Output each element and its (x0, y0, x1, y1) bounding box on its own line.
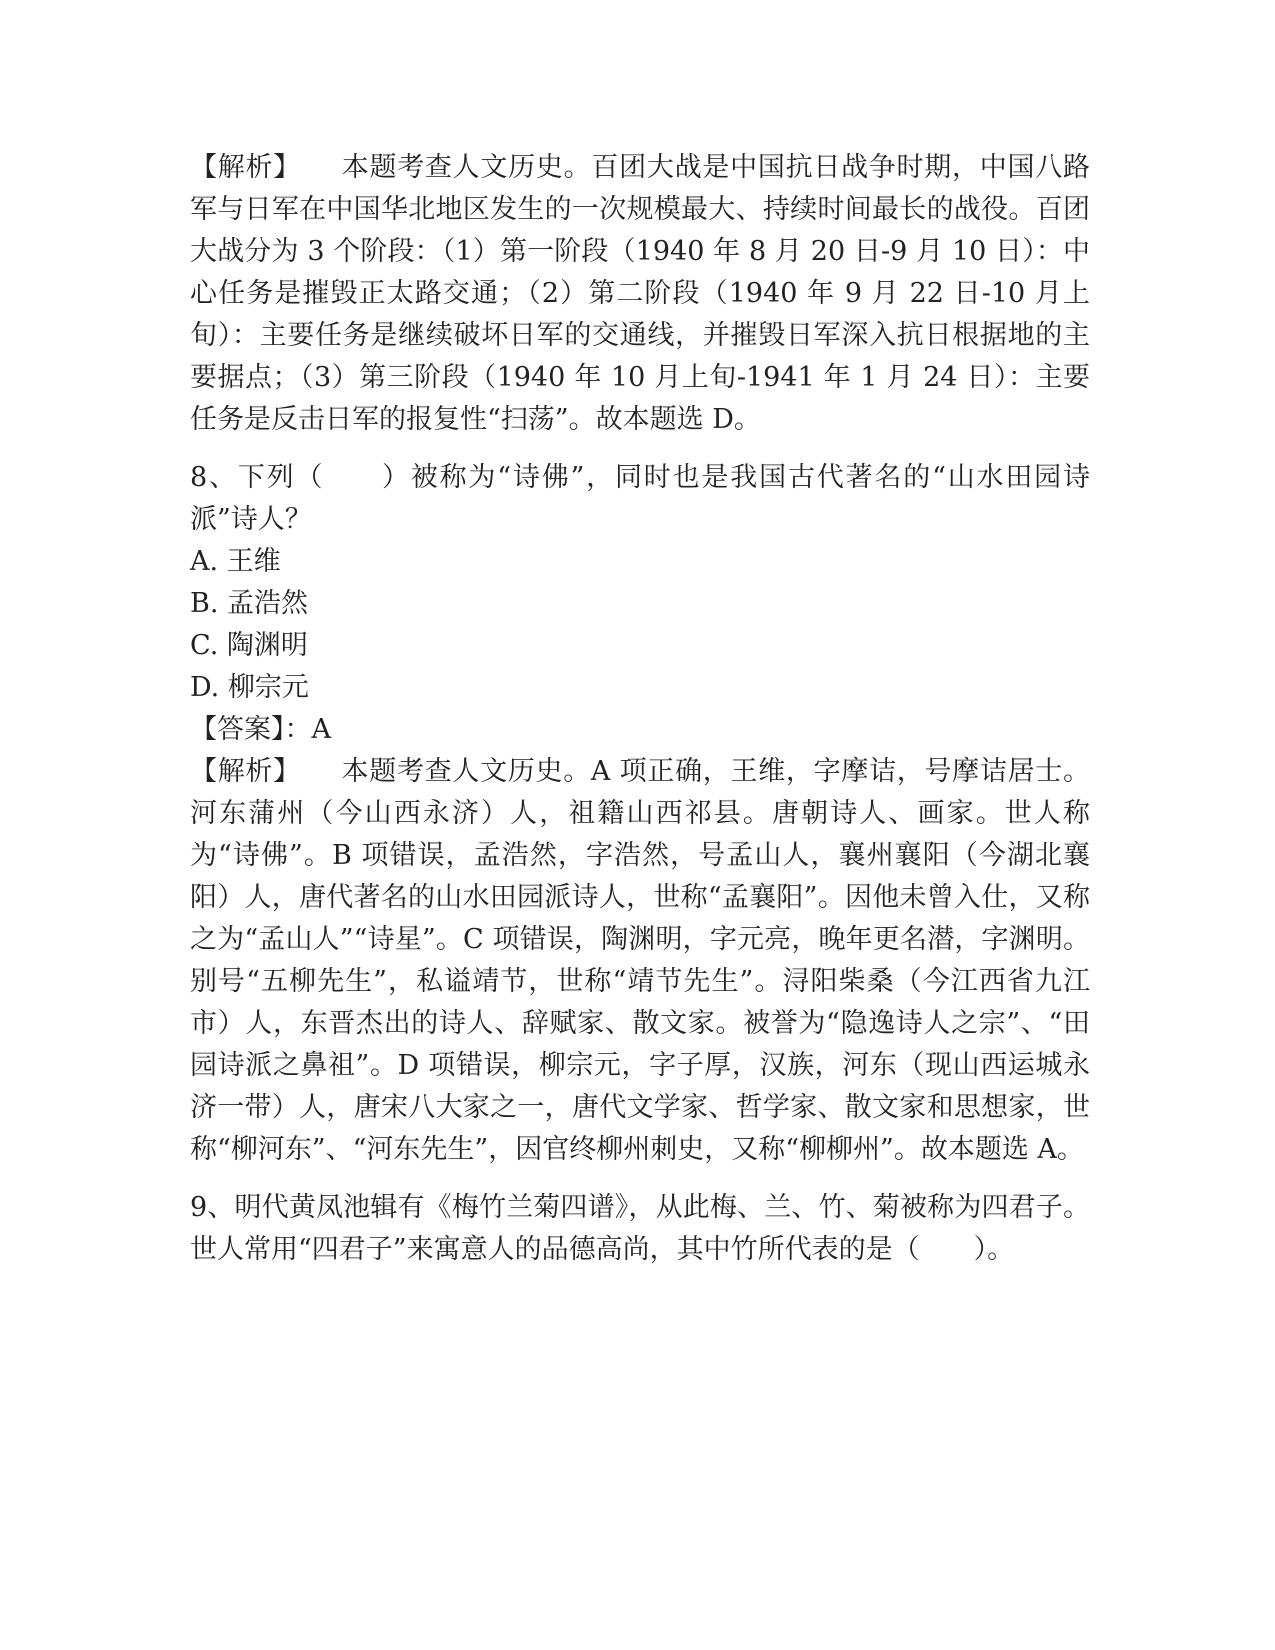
section-gap (190, 1171, 1090, 1187)
q8-analysis-label: 【解析】 (190, 756, 301, 787)
q8-analysis-text: 本题考查人文历史。A 项正确，王维，字摩诘，号摩诘居士。河东蒲州（今山西永济）人，祖籍山西祁县。唐朝诗人、画家。世人称为“诗佛”。B 项错误，孟浩然，字浩然，号孟山人，襄州襄阳（今湖北襄阳）人，唐代著名的山水田园派诗人，世称“孟襄阳”。因他未曾入仕，又称之为“孟山人”“诗星”。C 项错误，陶渊明，字元亮，晚年更名潜，字渊明。别号“五柳先生”，私谥靖节，世称“靖节先生”。浔阳柴桑（今江西省九江市）人，东晋杰出的诗人、辞赋家、散文家。被誉为“隐逸诗人之宗”、“田园诗派之鼻祖”。D 项错误，柳宗元，字子厚，汉族，河东（现山西运城永济一带）人，唐宋八大家之一，唐代文学家、哲学家、散文家和思想家，世称“柳河东”、“河东先生”，因官终柳州刺史，又称“柳柳州”。故本题选 A。 (190, 756, 1090, 1165)
q8-question: 8、下列（ ）被称为“诗佛”，同时也是我国古代著名的“山水田园诗派”诗人？ (190, 462, 1090, 535)
q7-analysis-text: 本题考查人文历史。百团大战是中国抗日战争时期，中国八路军与日军在中国华北地区发生的一次规模最大、持续时间最长的战役。百团大战分为 3 个阶段：（1）第一阶段（1940 年 8 月 20 日-9 月 10 日）：中心任务是摧毁正太路交通；（2）第二阶段（1940 年 9 月 22 日-10 月上旬）：主要任务是继续破坏日军的交通线，并摧毁日军深入抗日根据地的主要据点；（3）第三阶段（1940 年 10 月上旬-1941 年 1 月 24 日）：主要任务是反击日军的报复性“扫荡”。故本题选 D。 (190, 152, 1090, 435)
q8-answer (190, 709, 1090, 751)
q8-answer-label: 【答案】： (190, 714, 312, 745)
q8-answer-value: A (311, 714, 331, 745)
q8-option-d: D. 柳宗元 (190, 672, 309, 703)
q8-analysis (190, 751, 1090, 1171)
q8-option-c: C. 陶渊明 (190, 630, 308, 661)
q8-option-a: A. 王维 (190, 546, 281, 577)
q8-option-b: B. 孟浩然 (190, 588, 309, 619)
section-gap (190, 441, 1090, 457)
q9-question: 9、明代黄凤池辑有《梅竹兰菊四谱》，从此梅、兰、竹、菊被称为四君子。世人常用“四君子”来寓意人的品德高尚，其中竹所代表的是（ ）。 (190, 1192, 1090, 1265)
q7-analysis-label: 【解析】 (190, 152, 301, 183)
document-body (190, 147, 1090, 1271)
q7-analysis (190, 147, 1090, 441)
